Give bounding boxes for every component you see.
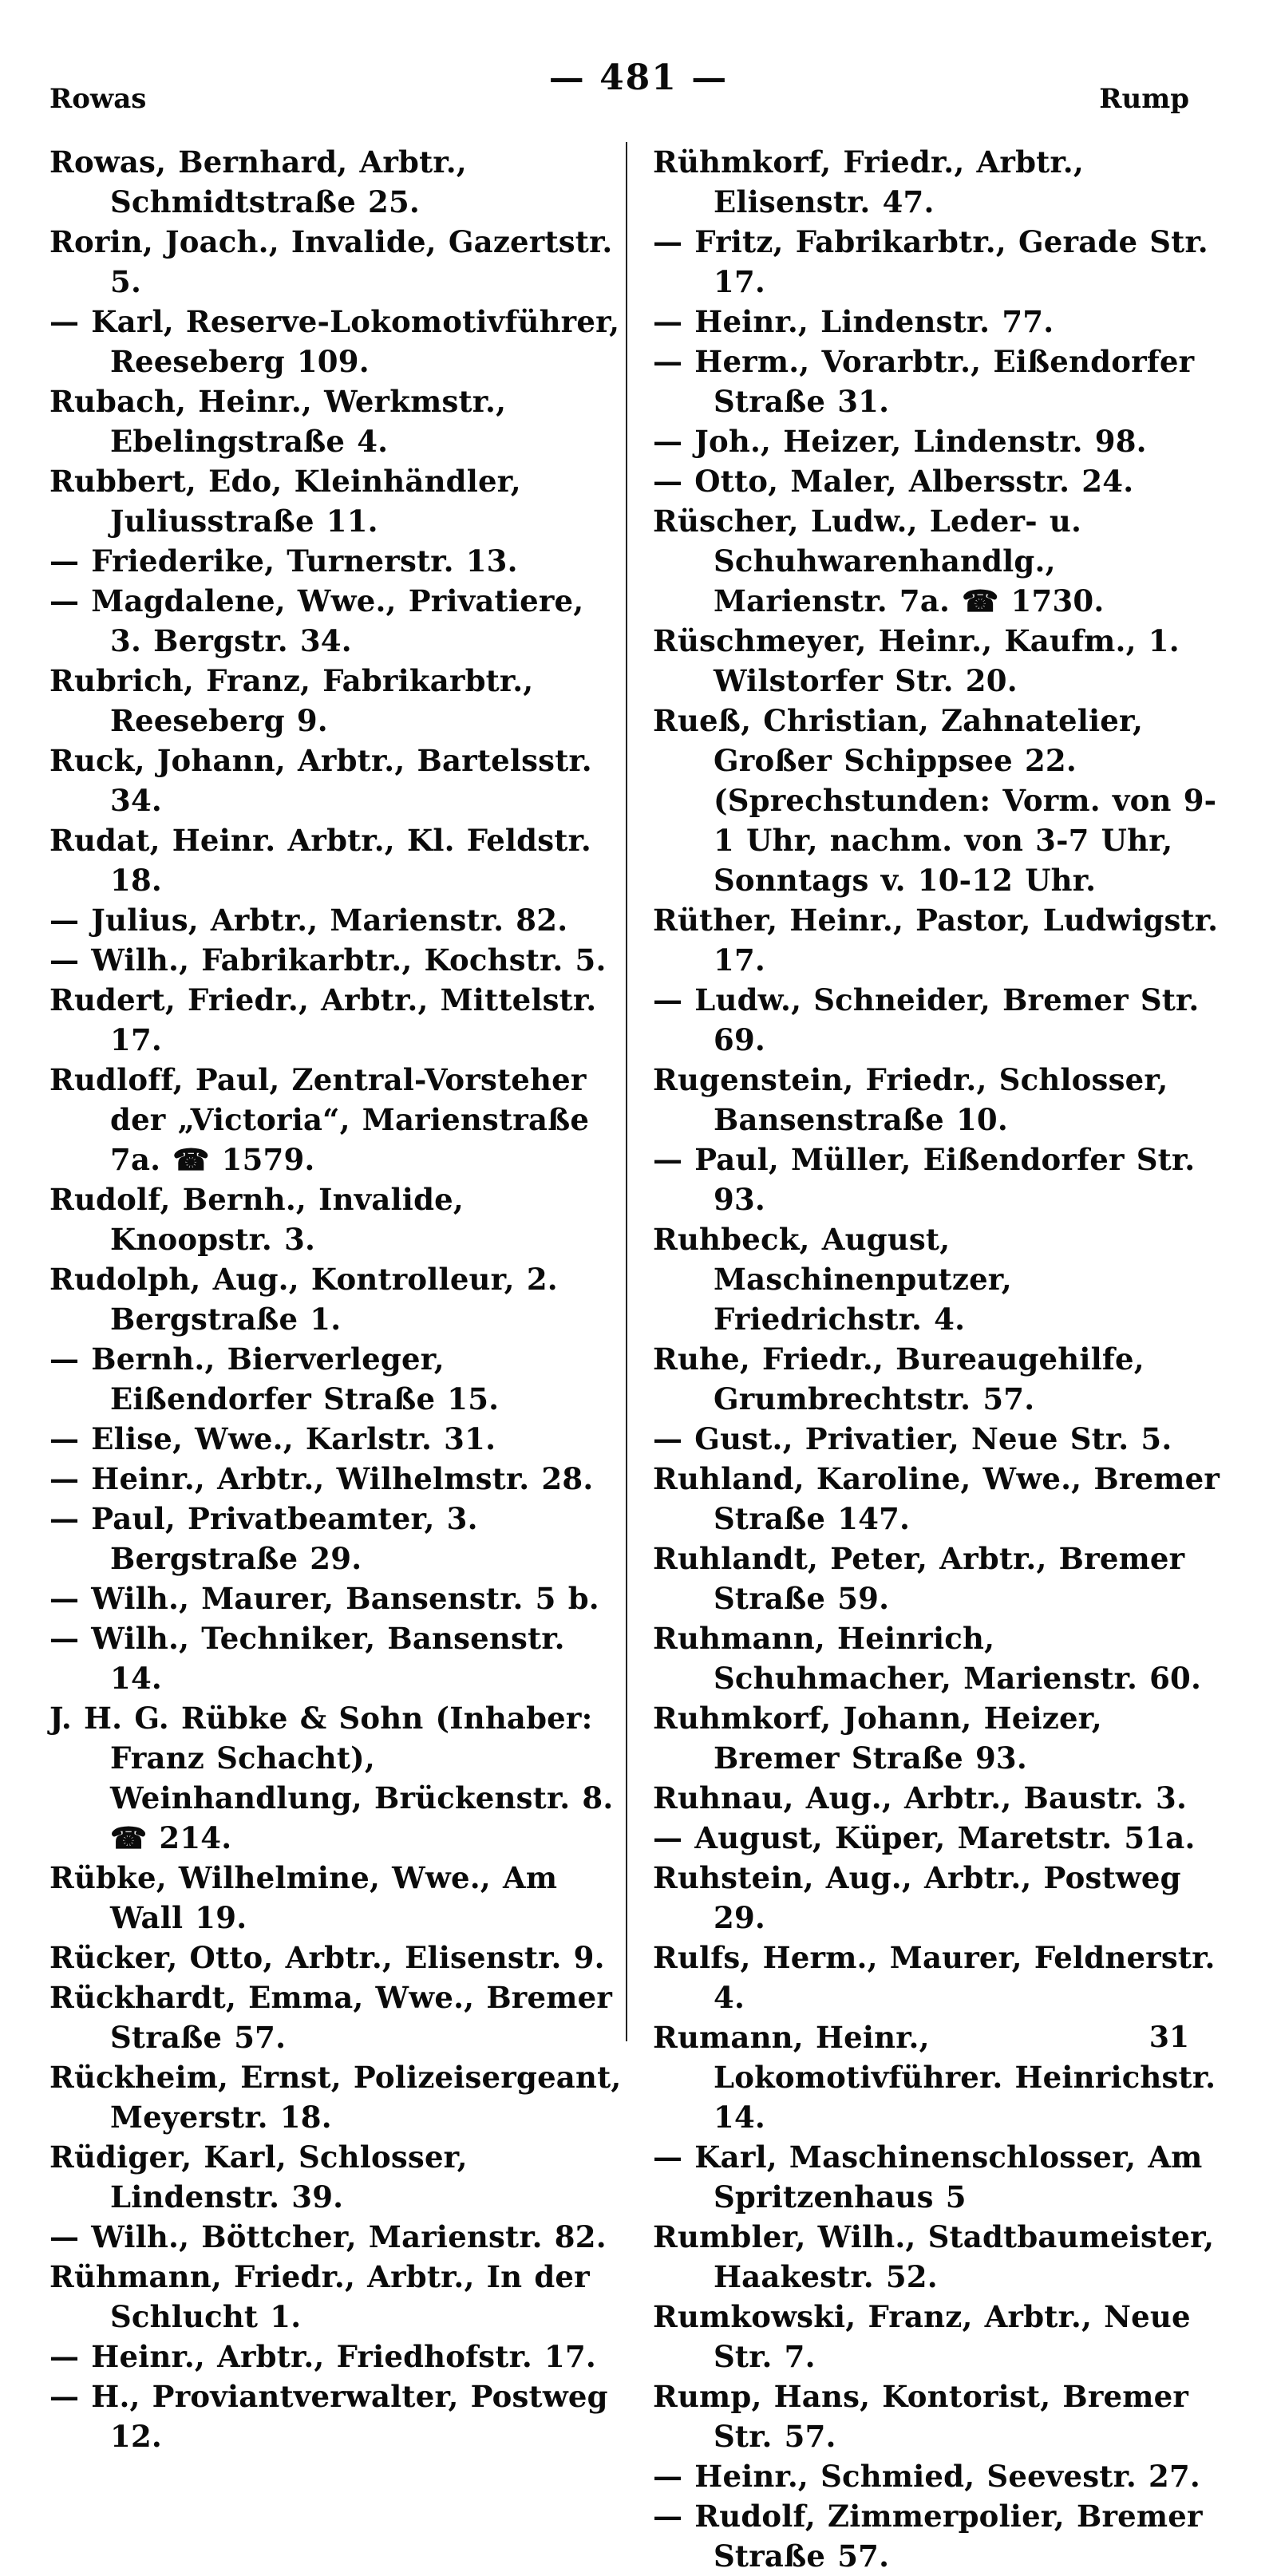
directory-entry: — Heinr., Arbtr., Friedhofstr. 17.: [49, 2339, 597, 2374]
directory-entry: — Heinr., Schmied, Seevestr. 27.: [653, 2459, 1201, 2494]
directory-entry: Rugenstein, Friedr., Schlosser, Bansenstraße 10.: [653, 1062, 1168, 1137]
directory-entry: Rumbler, Wilh., Stadtbaumeister, Haakestr. 52.: [653, 2219, 1215, 2294]
directory-entry: — Heinr., Lindenstr. 77.: [653, 304, 1054, 339]
directory-entry: Rühmann, Friedr., Arbtr., In der Schlucht 1.: [49, 2259, 590, 2334]
directory-entry: — H., Proviantverwalter, Postweg 12.: [49, 2379, 608, 2454]
directory-entry: — Wilh., Techniker, Bansenstr. 14.: [49, 1621, 565, 1696]
directory-entry: Rudloff, Paul, Zentral-Vorsteher der „Victoria“, Marienstraße 7a. ☎ 1579.: [49, 1062, 590, 1177]
directory-entry: Ruhe, Friedr., Bureaugehilfe, Grumbrechtstr. 57.: [653, 1341, 1145, 1416]
directory-entry: Rücker, Otto, Arbtr., Elisenstr. 9.: [49, 1940, 605, 1975]
directory-entry: — Elise, Wwe., Karlstr. 31.: [49, 1421, 496, 1456]
directory-entry: Rüdiger, Karl, Schlosser, Lindenstr. 39.: [49, 2139, 468, 2214]
directory-entry: Rulfs, Herm., Maurer, Feldnerstr. 4.: [653, 1940, 1216, 2015]
directory-entry: — Ludw., Schneider, Bremer Str. 69.: [653, 982, 1200, 1057]
directory-entry: — Wilh., Fabrikarbtr., Kochstr. 5.: [49, 942, 607, 978]
directory-entry: Rühmkorf, Friedr., Arbtr., Elisenstr. 47.: [653, 144, 1084, 219]
directory-entry: Ruhnau, Aug., Arbtr., Baustr. 3.: [653, 1780, 1188, 1815]
directory-entry: Rueß, Christian, Zahnatelier, Großer Schippsee 22. (Sprechstunden: Vorm. von 9-1 Uhr, nachm. von 3-7 Uhr, Sonntags v. 10-12 Uhr.: [653, 703, 1217, 898]
left-column: [49, 142, 624, 2456]
directory-entry: Ruhmann, Heinrich, Schuhmacher, Marienstr. 60.: [653, 1621, 1202, 1696]
running-head-left: Rowas: [49, 83, 147, 115]
directory-entry: Rüschmeyer, Heinr., Kaufm., 1. Wilstorfer Str. 20.: [653, 623, 1180, 698]
directory-entry: — Gust., Privatier, Neue Str. 5.: [653, 1421, 1172, 1456]
directory-entry: — Karl, Reserve-Lokomotivführer, Reeseberg 109.: [49, 304, 620, 379]
directory-entry: Rumkowski, Franz, Arbtr., Neue Str. 7.: [653, 2299, 1191, 2374]
directory-entry: — Karl, Maschinenschlosser, Am Spritzenhaus 5: [653, 2139, 1203, 2214]
directory-entry: Rüther, Heinr., Pastor, Ludwigstr. 17.: [653, 903, 1219, 978]
directory-entry: Rudolf, Bernh., Invalide, Knoopstr. 3.: [49, 1182, 464, 1257]
column-divider: [626, 142, 627, 2041]
directory-entry: Rückheim, Ernst, Polizeisergeant, Meyerstr. 18.: [49, 2060, 622, 2135]
directory-entry: — Otto, Maler, Albersstr. 24.: [653, 464, 1134, 499]
directory-entry: Rudert, Friedr., Arbtr., Mittelstr. 17.: [49, 982, 597, 1057]
directory-entry: — Friederike, Turnerstr. 13.: [49, 543, 518, 579]
directory-entry: Rubrich, Franz, Fabrikarbtr., Reeseberg 9.: [49, 663, 534, 738]
directory-entry: — August, Küper, Maretstr. 51a.: [653, 1820, 1196, 1855]
directory-entry: Ruck, Johann, Arbtr., Bartelsstr. 34.: [49, 743, 592, 818]
directory-entry: Rüscher, Ludw., Leder- u. Schuhwarenhandlg., Marienstr. 7a. ☎ 1730.: [653, 504, 1105, 618]
directory-entry: — Paul, Privatbeamter, 3. Bergstraße 29.: [49, 1501, 478, 1576]
running-head-right: Rump: [1099, 83, 1189, 115]
directory-entry: Rubbert, Edo, Kleinhändler, Juliusstraße 11.: [49, 464, 521, 539]
directory-entry: Rowas, Bernhard, Arbtr., Schmidtstraße 25.: [49, 144, 467, 219]
directory-entry: Rubach, Heinr., Werkmstr., Ebelingstraße 4.: [49, 384, 507, 459]
directory-entry: Rudolph, Aug., Kontrolleur, 2. Bergstraße 1.: [49, 1262, 558, 1337]
directory-entry: — Heinr., Arbtr., Wilhelmstr. 28.: [49, 1461, 594, 1496]
right-column: [653, 142, 1228, 2576]
directory-entry: Ruhstein, Aug., Arbtr., Postweg 29.: [653, 1860, 1181, 1935]
page-number: — 481 —: [548, 57, 729, 98]
directory-entry: — Wilh., Böttcher, Marienstr. 82.: [49, 2219, 607, 2254]
directory-entry: — Julius, Arbtr., Marienstr. 82.: [49, 903, 568, 938]
directory-entry: Rump, Hans, Kontorist, Bremer Str. 57.: [653, 2379, 1189, 2454]
directory-entry: J. H. G. Rübke & Sohn (Inhaber: Franz Schacht), Weinhandlung, Brückenstr. 8. ☎ 214.: [49, 1701, 614, 1855]
directory-entry: — Wilh., Maurer, Bansenstr. 5 b.: [49, 1581, 599, 1616]
directory-entry: Rorin, Joach., Invalide, Gazertstr. 5.: [49, 224, 613, 299]
directory-entry: — Paul, Müller, Eißendorfer Str. 93.: [653, 1142, 1196, 1217]
directory-entry: — Fritz, Fabrikarbtr., Gerade Str. 17.: [653, 224, 1208, 299]
directory-entry: Ruhbeck, August, Maschinenputzer, Friedrichstr. 4.: [653, 1222, 1012, 1337]
directory-entry: Rübke, Wilhelmine, Wwe., Am Wall 19.: [49, 1860, 558, 1935]
directory-entry: — Rudolf, Zimmerpolier, Bremer Straße 57.: [653, 2499, 1203, 2574]
directory-entry: — Magdalene, Wwe., Privatiere, 3. Bergstr. 34.: [49, 583, 584, 658]
sheet-signature: 31: [1149, 2021, 1189, 2054]
directory-entry: Ruhmkorf, Johann, Heizer, Bremer Straße 93.: [653, 1701, 1102, 1776]
directory-entry: Rückhardt, Emma, Wwe., Bremer Straße 57.: [49, 1980, 613, 2055]
directory-entry: Ruhlandt, Peter, Arbtr., Bremer Straße 59.: [653, 1541, 1185, 1616]
page-header: [0, 48, 1277, 115]
directory-entry: Rumann, Heinr., Lokomotivführer. Heinrichstr. 14.: [653, 2020, 1216, 2135]
directory-entry: — Bernh., Bierverleger, Eißendorfer Straße 15.: [49, 1341, 500, 1416]
directory-entry: Rudat, Heinr. Arbtr., Kl. Feldstr. 18.: [49, 823, 591, 898]
directory-entry: Ruhland, Karoline, Wwe., Bremer Straße 147.: [653, 1461, 1220, 1536]
directory-entry: — Herm., Vorarbtr., Eißendorfer Straße 31.: [653, 344, 1195, 419]
directory-entry: — Joh., Heizer, Lindenstr. 98.: [653, 424, 1147, 459]
